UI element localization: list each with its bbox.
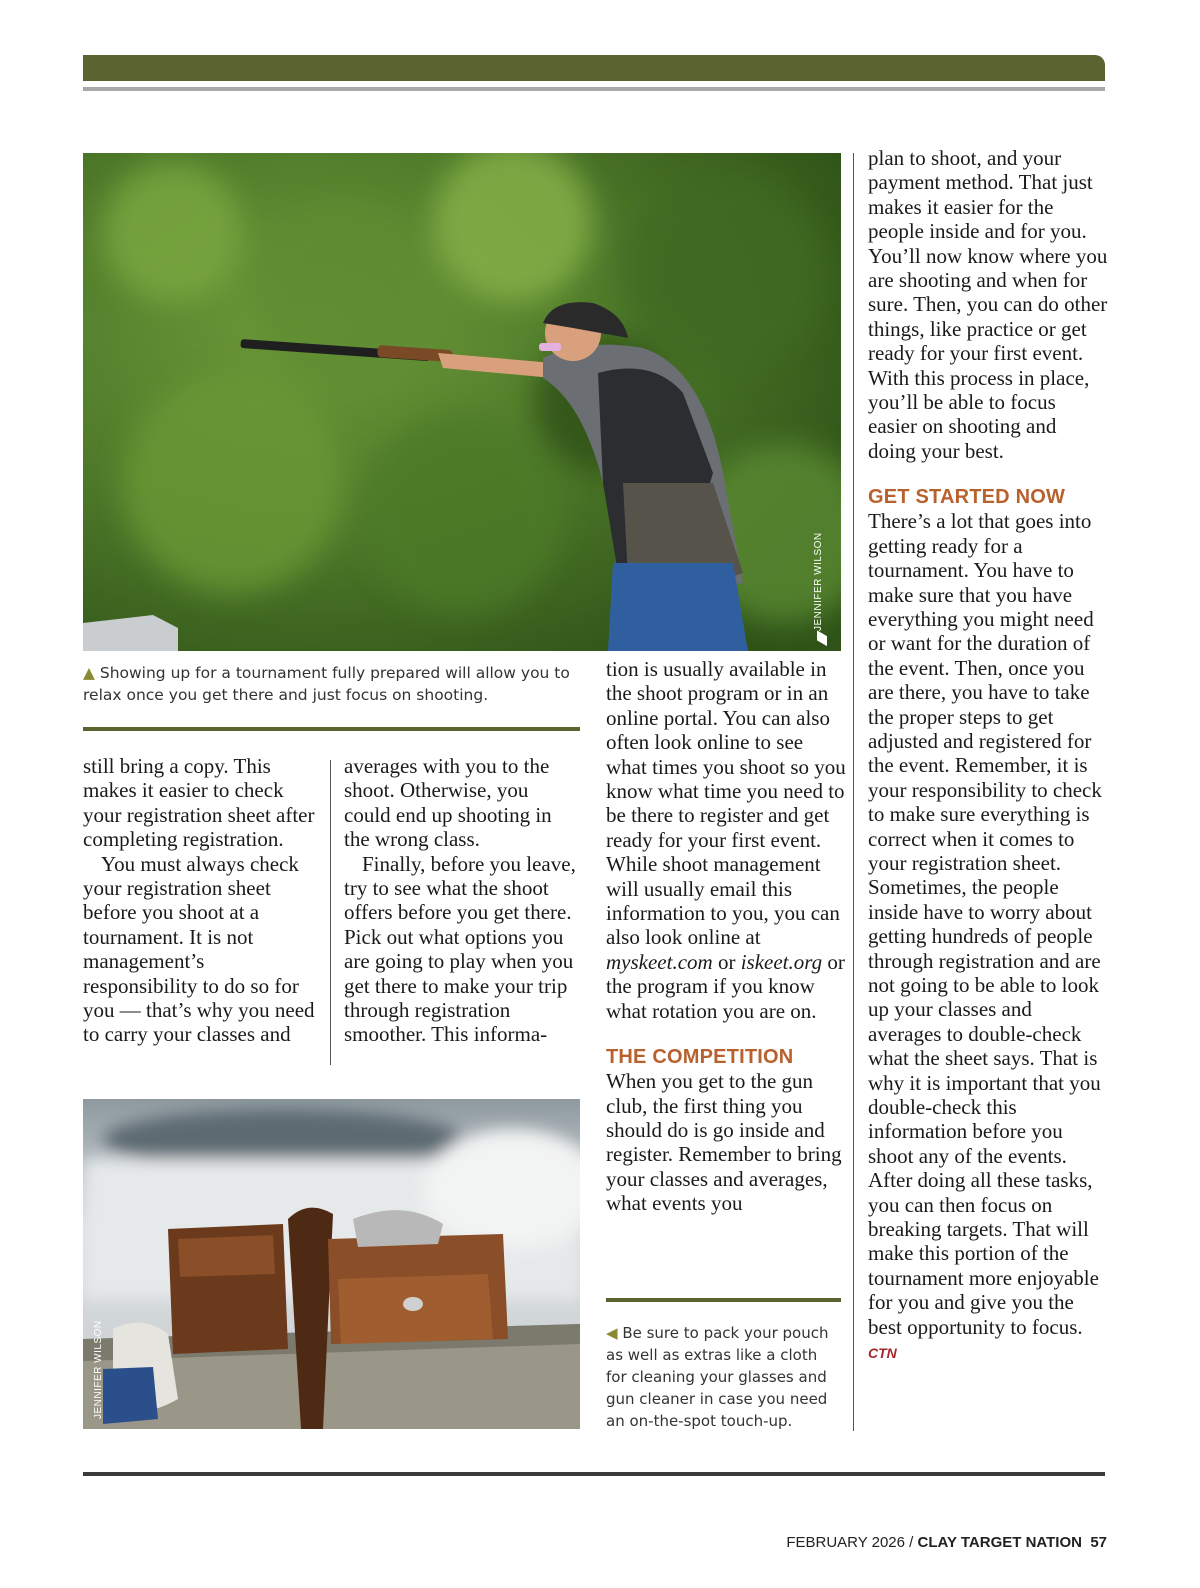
triangle-up-icon: ▲: [83, 664, 95, 682]
section-heading: THE COMPETITION: [606, 1046, 794, 1069]
separator: /: [905, 1534, 918, 1551]
photo-credit: JENNIFER WILSON: [813, 532, 824, 631]
ctn-end-mark: CTN: [868, 1345, 897, 1362]
page-footer: [786, 1534, 1107, 1551]
photo-shooter: [83, 153, 841, 651]
website-link[interactable]: myskeet.com: [606, 949, 713, 974]
caption-rule: [83, 727, 580, 731]
page-number: 57: [1090, 1534, 1107, 1551]
paragraph: Finally, before you leave, try to see what the shoot offers before you get there. Pick out what options you are going to play when you get there to make your trip through registration smoother. This informa-: [344, 851, 576, 1047]
triangle-left-icon: ◀: [606, 1324, 618, 1342]
column-divider: [853, 153, 854, 1431]
header-rule: [83, 87, 1105, 91]
magazine-name: CLAY TARGET NATION: [917, 1534, 1082, 1551]
column-3: [606, 657, 846, 1216]
photo-caption: [83, 662, 583, 706]
column-4: [868, 146, 1108, 1366]
paragraph: plan to shoot, and your payment method. That just makes it easier for the people inside and for you. You’ll now know where you are shooting and when for sure. Then, you can do other things, like practice or get ready for your first event. With this process in place, you’ll be able to focus easier on shooting and doing your best.: [868, 146, 1108, 463]
section-heading: GET STARTED NOW: [868, 486, 1066, 509]
photo-caption: [606, 1322, 842, 1432]
column-2: [344, 754, 580, 1047]
photo-credit: JENNIFER WILSON: [93, 1320, 104, 1419]
website-link[interactable]: iskeet.org: [740, 949, 823, 974]
paragraph: averages with you to the shoot. Otherwise, you could end up shooting in the wrong class.: [344, 754, 552, 852]
photo-pouches: [83, 1099, 580, 1429]
issue-date: FEBRUARY 2026: [786, 1534, 905, 1551]
header-bar: [83, 55, 1105, 81]
caption-rule: [606, 1298, 841, 1302]
column-1: [83, 754, 321, 1047]
caption-text: Be sure to pack your pouch as well as extras like a cloth for cleaning your glasses and gun cleaner in case you need an on-the-spot touch-up.: [606, 1324, 829, 1430]
paragraph: When you get to the gun club, the first thing you should do is go inside and register. Remember to bring your classes and averages, what events you: [606, 1069, 842, 1216]
column-divider: [330, 760, 331, 1065]
paragraph: tion is usually available in the shoot program or in an online portal. You can also often look online to see what times you shoot so you know what time you need to be there to register and get ready for your first event. While shoot management will usually email this information to you, you can also look online at myskeet.com or iskeet.org or the program if you know what rotation you are on.: [606, 657, 846, 1023]
footer-rule: [83, 1472, 1105, 1476]
paragraph: still bring a copy. This makes it easier to check your registration sheet after completing registration.: [83, 754, 315, 852]
paragraph: There’s a lot that goes into getting ready for a tournament. You have to make sure that you have everything you might need or want for the duration of the event. Then, once you are there, you have to take the proper steps to get adjusted and registered for the event. Remember, it is your responsibility to check to make sure everything is correct when it comes to your registration sheet. Sometimes, the people inside have to worry about getting hundreds of people through registration and are not going to be able to look up your classes and averages to double-check what the sheet says. That is why it is important that you double-check this information before you shoot any of the events. After doing all these tasks, you can then focus on breaking targets. That will make this portion of the tournament more enjoyable for you and give you the best opportunity to focus. CTN: [868, 509, 1102, 1362]
paragraph: You must always check your registration sheet before you shoot at a tournament. It is not management’s responsibility to do so for you — that’s why you need to carry your classes and: [83, 851, 315, 1047]
caption-text: Showing up for a tournament fully prepared will allow you to relax once you get there and just focus on shooting.: [83, 664, 570, 704]
